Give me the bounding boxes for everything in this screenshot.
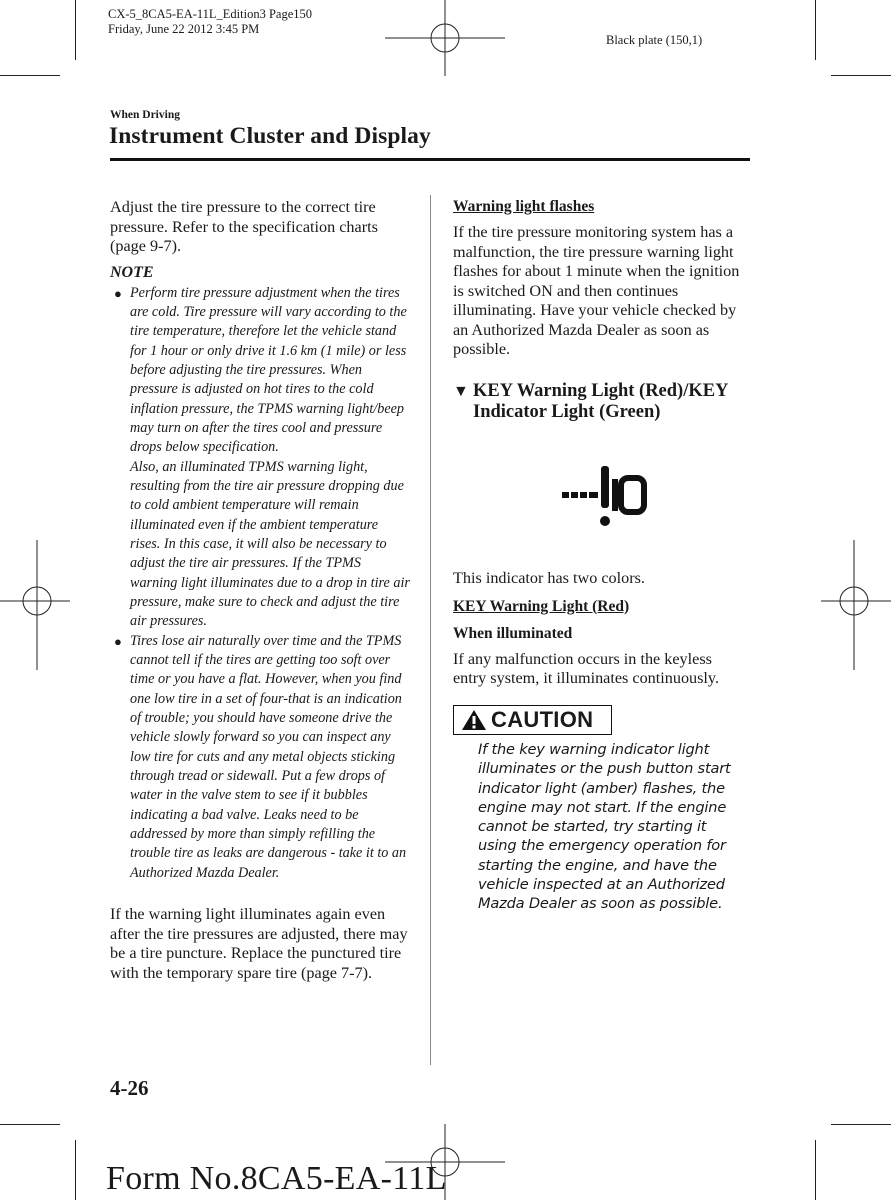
caution-box bbox=[453, 705, 612, 735]
registration-mark-top bbox=[385, 0, 505, 80]
form-number: Form No.8CA5-EA-11L bbox=[106, 1160, 447, 1197]
bullet-dot: ● bbox=[114, 285, 122, 301]
print-file-line: CX-5_8CA5-EA-11L_Edition3 Page150 bbox=[108, 7, 313, 21]
triangle-marker: ▼ bbox=[453, 383, 469, 400]
key-info bbox=[453, 569, 749, 689]
intro-paragraph: Adjust the tire pressure to the correct tire pressure. Refer to the specification charts (page 9-7). bbox=[110, 198, 378, 255]
registration-mark-right bbox=[821, 540, 891, 670]
print-plate: Black plate (150,1) bbox=[606, 33, 703, 47]
print-date-line: Friday, June 22 2012 3:45 PM bbox=[108, 22, 260, 36]
note-bullet-1-text2: Also, an illuminated TPMS warning light, resulting from the tire air pressure dropping due to cold ambient temperature will remain illuminated even if the ambient temperature rises. In this case, it will also be necessary to adjust the tire air pressures. If the TPMS warning light illuminates due to a drop in tire air pressure, make sure to check and adjust the tire air pressures. bbox=[130, 458, 410, 630]
note-bullet-1 bbox=[110, 284, 410, 632]
closing-paragraph: If the warning light illuminates again even after the tire pressures are adjusted, there may be a tire puncture. Replace the punctured tire with the temporary spare tire (page 7-7). bbox=[110, 905, 408, 982]
section-label: When Driving bbox=[110, 109, 180, 121]
note-list bbox=[110, 284, 410, 884]
page-number: 4-26 bbox=[110, 1076, 149, 1100]
when-illuminated-heading: When illuminated bbox=[453, 624, 573, 642]
page-title: Instrument Cluster and Display bbox=[109, 123, 431, 149]
column-divider bbox=[430, 195, 431, 1065]
title-rule bbox=[110, 158, 750, 161]
caution-text: If the key warning indicator light illuminates or the push button start indicator light (amber) flashes, the engine may not start. If the engine cannot be started, try starting it using the emergency operation for starting the engine, and have the vehicle inspected at an Authorized Mazda Dealer as soon as possible. bbox=[478, 741, 731, 913]
key-heading-text: KEY Warning Light (Red)/KEY Indicator Light (Green) bbox=[473, 381, 728, 422]
flash-heading: Warning light flashes bbox=[453, 198, 595, 215]
key-warning-icon bbox=[560, 464, 650, 530]
key-heading bbox=[453, 381, 749, 423]
note-bullet-2 bbox=[110, 632, 410, 883]
registration-mark-left bbox=[0, 540, 70, 670]
flash-paragraph: If the tire pressure monitoring system has a malfunction, the tire pressure warning light flashes for about 1 minute when the ignition is switched ON and then continues illuminating. Have your vehicle checked by an Authorized Mazda Dealer as soon as possible. bbox=[453, 223, 740, 358]
note-heading: NOTE bbox=[110, 263, 154, 281]
right-column bbox=[453, 198, 749, 360]
two-colors-text: This indicator has two colors. bbox=[453, 569, 645, 587]
bullet-dot: ● bbox=[114, 633, 122, 649]
left-column bbox=[110, 198, 410, 983]
key-red-heading: KEY Warning Light (Red) bbox=[453, 597, 630, 615]
warning-triangle-icon bbox=[461, 709, 487, 731]
note-bullet-2-text: Tires lose air naturally over time and the TPMS cannot tell if the tires are getting too soft over time or you have a flat. However, when you find one low tire in a set of four-that is an indication of trouble; you should have someone drive the vehicle slowly forward so you can inspect any low tire for cuts and any metal objects sticking through tread or sidewall. Put a few drops of water in the valve stem to see if it bubbles indicating a bad valve. Leaks need to be addressed by more than simply refilling the trouble tire as leaks are dangerous - take it to an Authorized Mazda Dealer. bbox=[130, 632, 407, 881]
illuminated-paragraph: If any malfunction occurs in the keyless entry system, it illuminates continuously. bbox=[453, 649, 720, 687]
caution-label: CAUTION bbox=[491, 707, 594, 732]
note-bullet-1-text: Perform tire pressure adjustment when the tires are cold. Tire pressure will vary according to the tire temperature, therefore let the vehicle stand for 1 hour or only drive it 1.6 km (1 mile) or less before adjusting the tire pressures. When pressure is adjusted on hot tires to the cold inflation pressure, the TPMS warning light/beep may turn on after the tires cool and pressure drops below specification. bbox=[130, 284, 407, 456]
